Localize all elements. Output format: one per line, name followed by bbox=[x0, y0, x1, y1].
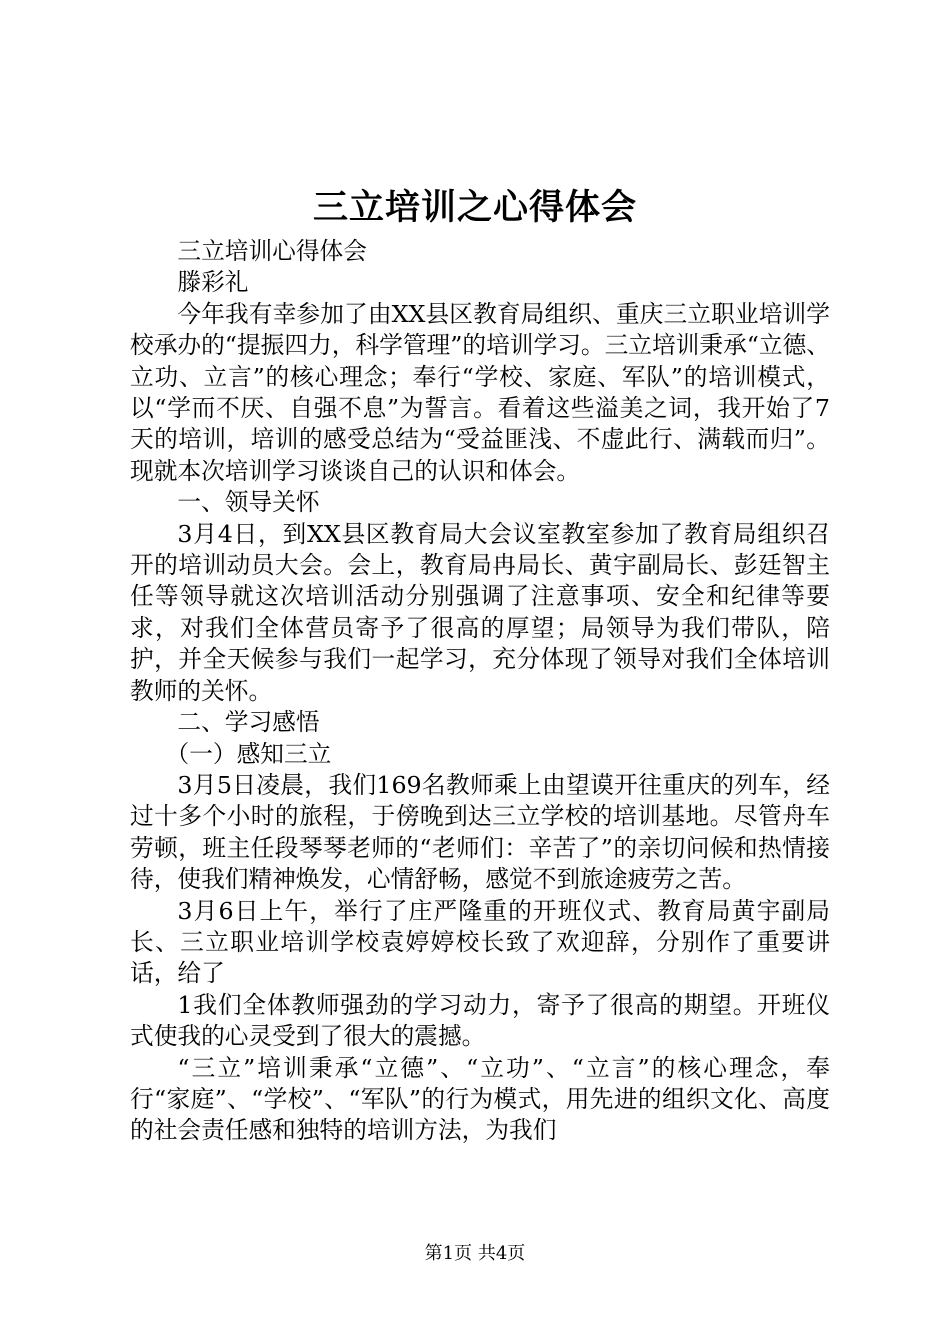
intro-paragraph: 今年我有幸参加了由XX县区教育局组织、重庆三立职业培训学校承办的“提振四力，科学管理”的培训学习。三立培训秉承“立德、立功、立言”的核心理念；奉行“学校、家庭、军队”的培训模式，以“学而不厌、自强不息”为誓言。看着这些溢美之词，我开始了7天的培训，培训的感受总结为“受益匪浅、不虚此行、满载而归”。现就本次培训学习谈谈自己的认识和体会。 bbox=[130, 299, 830, 485]
page-footer: 第1页 共4页 bbox=[424, 1243, 526, 1264]
author-paragraph: 滕彩礼 bbox=[177, 268, 249, 297]
subsection-heading: （一）感知三立 bbox=[165, 739, 332, 768]
section-heading: 二、学习感悟 bbox=[177, 708, 320, 737]
body-paragraph: 3月6日上午，举行了庄严隆重的开班仪式、教育局黄宇副局长、三立职业培训学校袁婷婷校长致了欢迎辞，分别作了重要讲话，给了 bbox=[130, 896, 830, 988]
body-paragraph: 1我们全体教师强劲的学习动力，寄予了很高的期望。开班仪式使我的心灵受到了很大的震撼。 bbox=[130, 990, 830, 1051]
body-paragraph: “三立”培训秉承“立德”、“立功”、“立言”的核心理念，奉行“家庭”、“学校”、“军队”的行为模式，用先进的组织文化、高度的社会责任感和独特的培训方法，为我们 bbox=[130, 1053, 830, 1145]
document-body bbox=[130, 236, 830, 1147]
document-title: 三立培训之心得体会 bbox=[312, 187, 637, 228]
body-paragraph: 3月4日，到XX县区教育局大会议室教室参加了教育局组织召开的培训动员大会。会上，教育局冉局长、黄宇副局长、彭廷智主任等领导就这次培训活动分别强调了注意事项、安全和纪律等要求，对我们全体营员寄予了很高的厚望；局领导为我们带队，陪护，并全天候参与我们一起学习，充分体现了领导对我们全体培训教师的关怀。 bbox=[130, 519, 830, 705]
section-heading: 一、领导关怀 bbox=[177, 488, 320, 517]
subtitle-paragraph: 三立培训心得体会 bbox=[177, 237, 367, 265]
body-paragraph: 3月5日凌晨，我们169名教师乘上由望谟开往重庆的列车，经过十多个小时的旅程，于傍晚到达三立学校的培训基地。尽管舟车劳顿，班主任段琴琴老师的“老师们：辛苦了”的亲切问候和热情接待，使我们精神焕发，心情舒畅，感觉不到旅途疲劳之苦。 bbox=[130, 770, 830, 894]
